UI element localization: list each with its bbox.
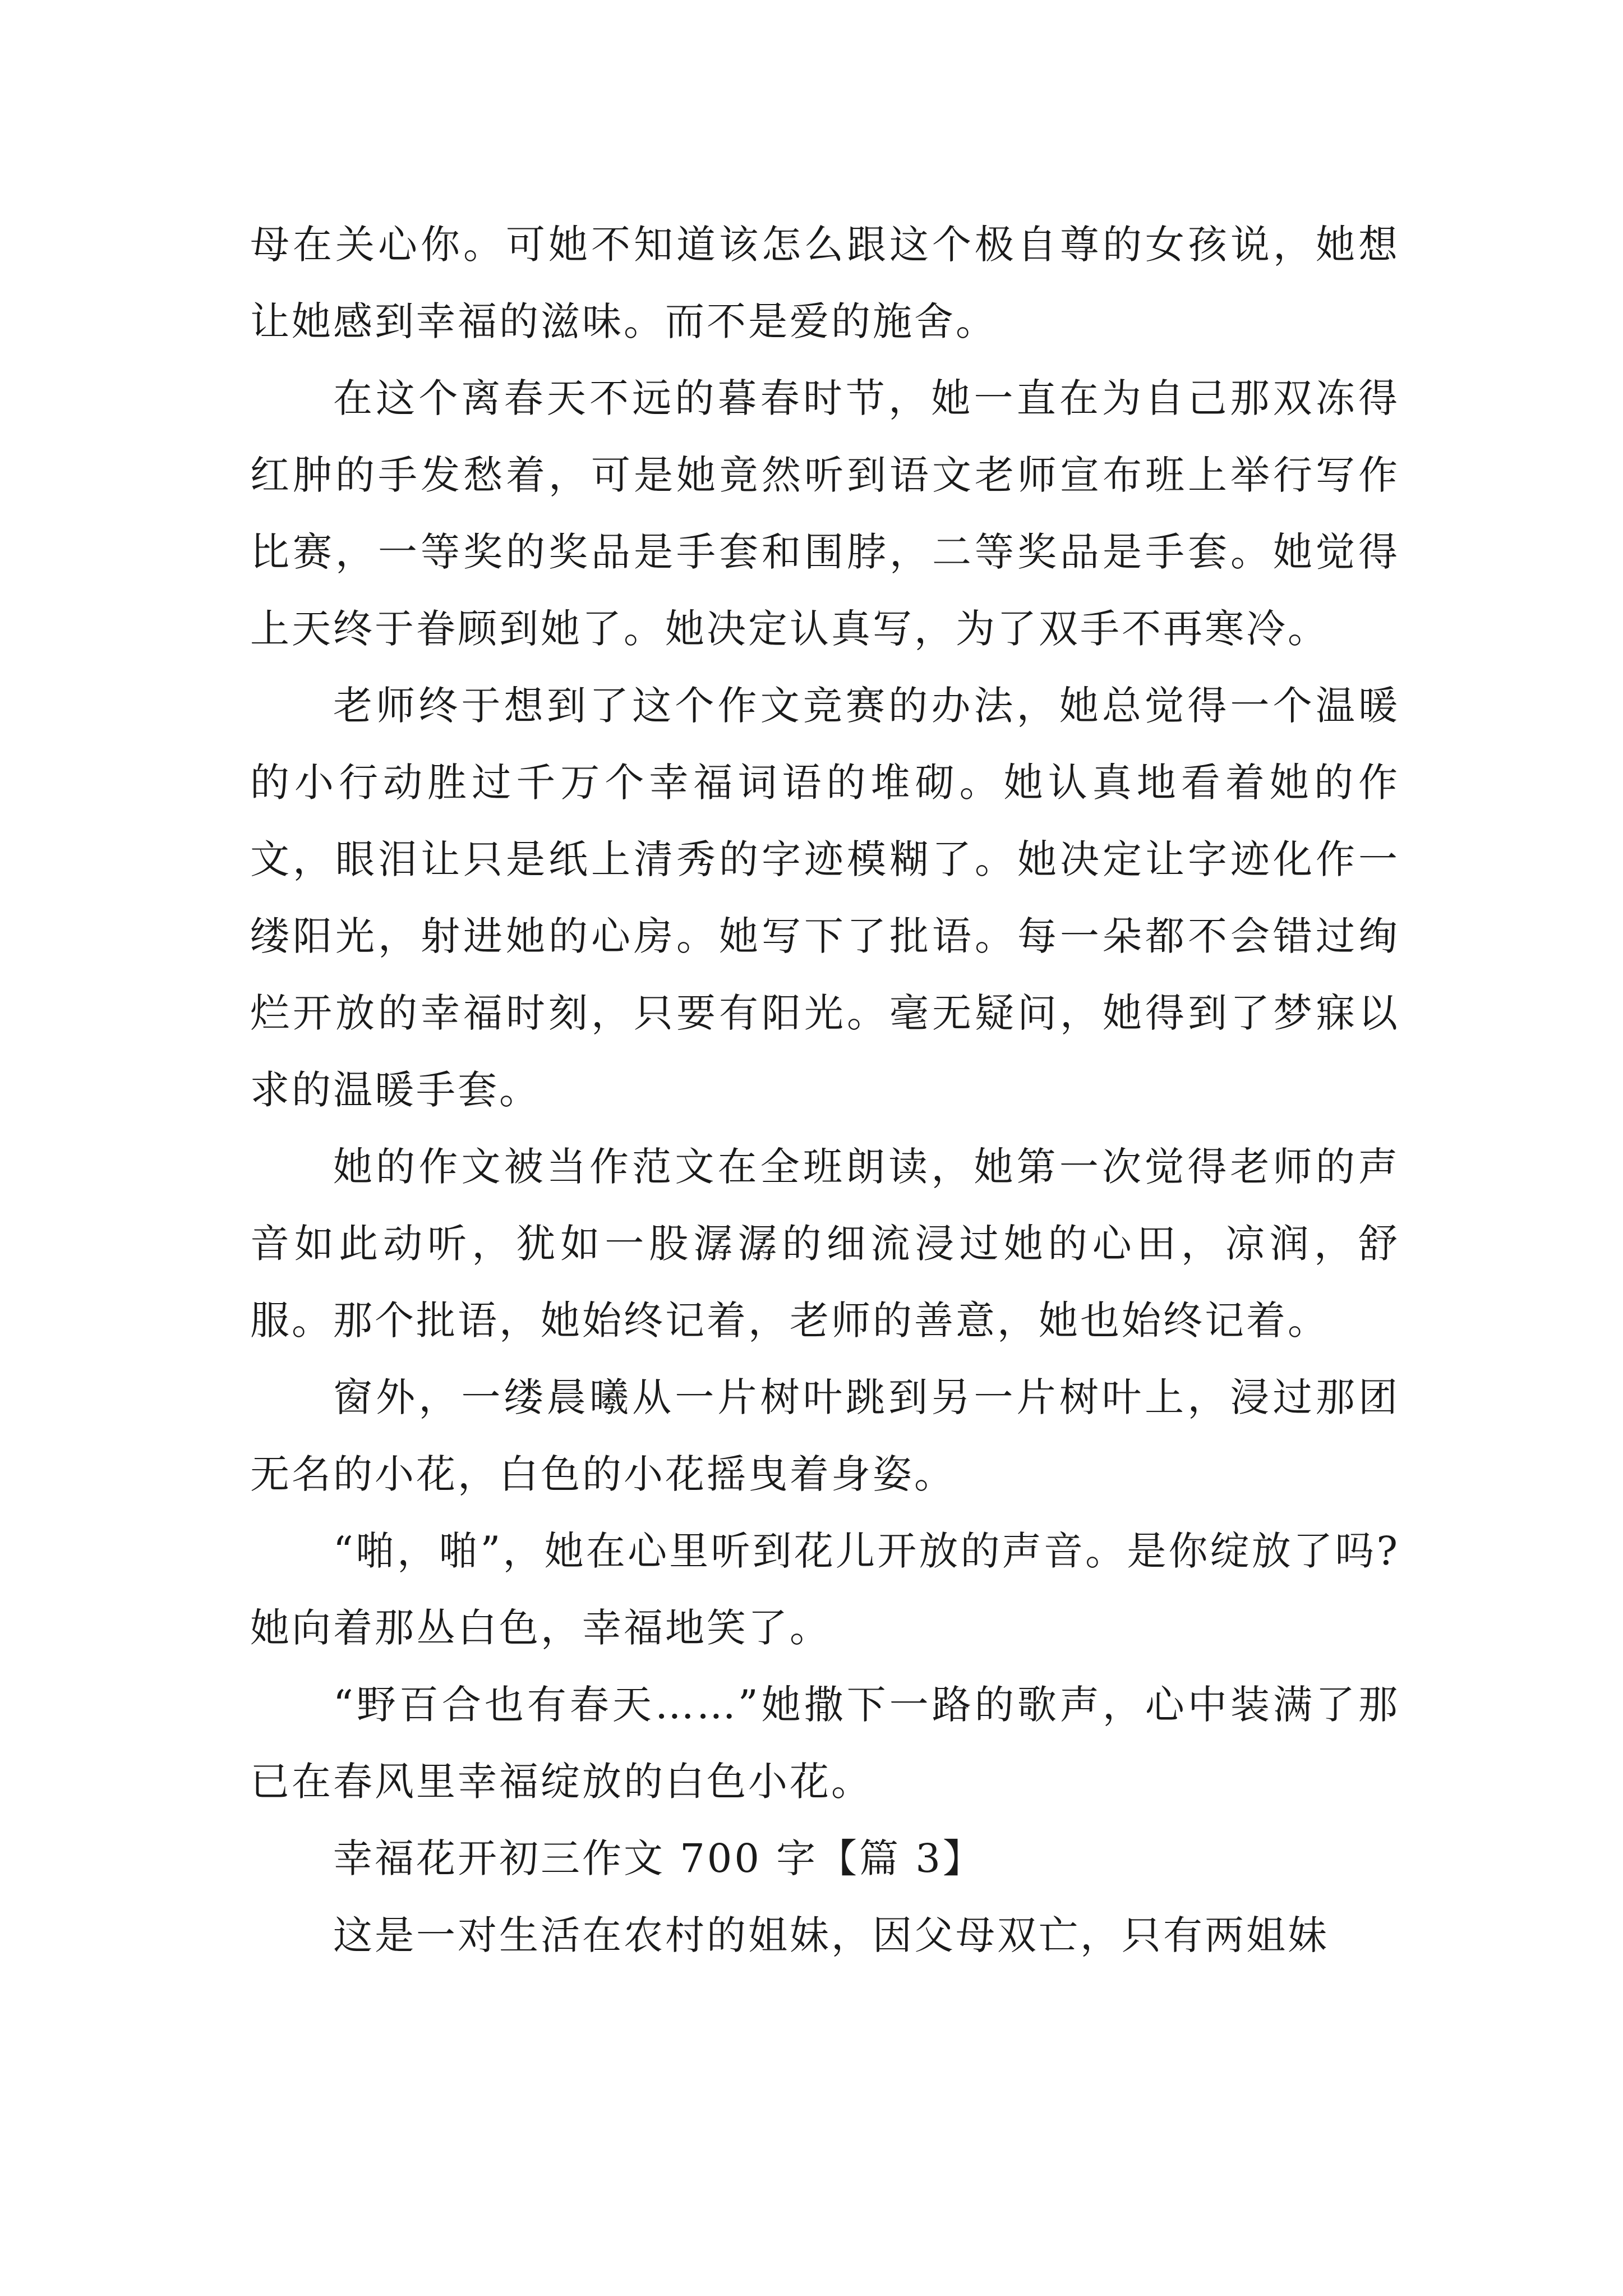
document-body [250,206,1400,1974]
paragraph-3: 老师终于想到了这个作文竞赛的办法，她总觉得一个温暖的小行动胜过千万个幸福词语的堆砌。她认真地看着她的作文，眼泪让只是纸上清秀的字迹模糊了。她决定让字迹化作一缕阳光，射进她的心房。她写下了批语。每一朵都不会错过绚烂开放的幸福时刻，只要有阳光。毫无疑问，她得到了梦寐以求的温暖手套。 [250,683,1400,1113]
paragraph-5: 窗外，一缕晨曦从一片树叶跳到另一片树叶上，浸过那团无名的小花，白色的小花摇曳着身姿。 [250,1374,1400,1497]
paragraph-2: 在这个离春天不远的暮春时节，她一直在为自己那双冻得红肿的手发愁着，可是她竟然听到语文老师宣布班上举行写作比赛，一等奖的奖品是手套和围脖，二等奖品是手套。她觉得上天终于眷顾到她了。她决定认真写，为了双手不再寒冷。 [250,375,1400,652]
paragraph-7: “野百合也有春天……”她撒下一路的歌声，心中装满了那已在春风里幸福绽放的白色小花。 [250,1682,1400,1805]
paragraph-6: “啪，啪”，她在心里听到花儿开放的声音。是你绽放了吗?她向着那丛白色，幸福地笑了。 [250,1528,1400,1651]
paragraph-1: 母在关心你。可她不知道该怎么跟这个极自尊的女孩说，她想让她感到幸福的滋味。而不是爱的施舍。 [250,222,1400,344]
paragraph-8: 这是一对生活在农村的姐妹，因父母双亡，只有两姐妹 [333,1912,1329,1958]
paragraph-4: 她的作文被当作范文在全班朗读，她第一次觉得老师的声音如此动听，犹如一股潺潺的细流浸过她的心田，凉润，舒服。那个批语，她始终记着，老师的善意，她也始终记着。 [250,1144,1400,1343]
section-heading: 幸福花开初三作文 700 字【篇 3】 [333,1835,984,1881]
